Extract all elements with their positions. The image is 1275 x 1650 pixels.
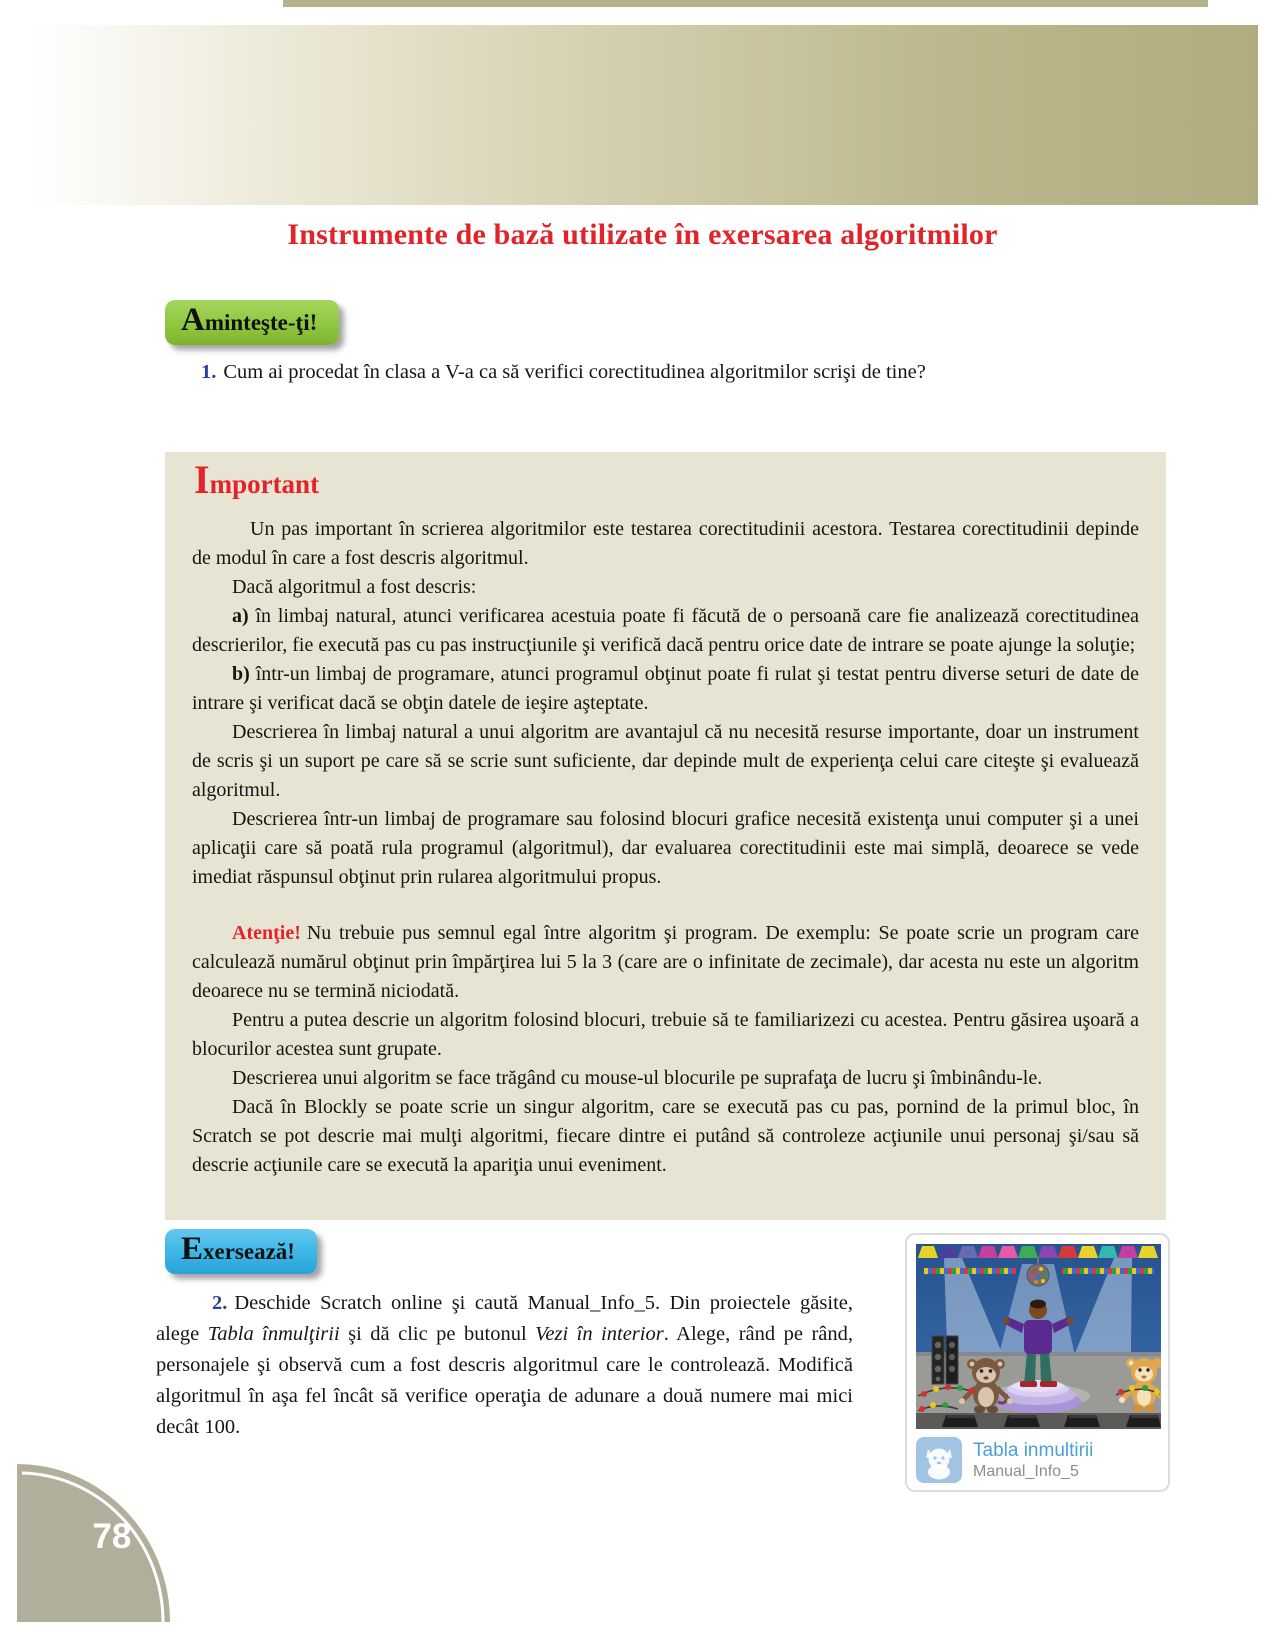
important-paragraph-text: într-un limbaj de programare, atunci programul obţinut poate fi rulat şi testat pentru diverse seturi de date de intrare şi verificat dacă se obţin datele de ieşire aşteptate.	[192, 663, 1139, 714]
page-number-disc	[17, 1464, 170, 1622]
scratch-project-card	[905, 1233, 1170, 1492]
question-2-italic-button: Vezi în interior	[535, 1323, 664, 1345]
question-2-italic-project: Tabla înmulţirii	[207, 1323, 340, 1345]
attention-text: Nu trebuie pus semnul egal între algoritm şi program. De exemplu: Se poate scrie un program care calculează numărul obţinut prin împărţirea lui 5 la 3 (care are o infinitate de zecimale), dar acesta nu este un algoritm deoarece nu se termină niciodată.	[192, 922, 1139, 1002]
important-paragraph: Un pas important în scrierea algoritmilor este testarea corectitudinii acestora. Testarea corectitudinii depinde de modul în care a fost descris algoritmul.	[192, 518, 1139, 569]
remember-badge	[165, 300, 339, 345]
important-paragraph: Descrierea unui algoritm se face trăgând cu mouse-ul blocurile pe suprafaţa de lucru şi îmbinându-le.	[232, 1067, 1043, 1089]
question-2	[156, 1288, 853, 1443]
important-paragraph: Descrierea într-un limbaj de programare sau folosind blocuri grafice necesită existenţa unui computer şi a unei aplicaţii care să poată rula programul (algoritmul), dar evaluarea corectitudinii este mai simplă, deoarece se vede imediat răspunsul obţinut prin rularea algoritmului propus.	[192, 808, 1139, 888]
scratch-card-caption	[916, 1437, 1159, 1483]
attention-label: Atenţie!	[232, 922, 301, 944]
important-paragraph-text: în limbaj natural, atunci verificarea acestuia poate fi făcută de o persoană care fie analizează corectitudinea descrierilor, fie execută pas cu pas instrucţiunile şi verifică dacă pentru orice date de intrare se poate ajunge la soluţie;	[192, 605, 1140, 656]
page-title: Instrumente de bază utilizate în exersarea algoritmilor	[287, 218, 998, 251]
question-1-text: Cum ai procedat în clasa a V-a ca să verifici corectitudinea algoritmilor scrişi de tine?	[223, 361, 926, 383]
important-paragraph: Pentru a putea descrie un algoritm folosind blocuri, trebuie să te familiarizezi cu acestea. Pentru găsirea uşoară a blocurilor acestea sunt grupate.	[192, 1009, 1139, 1060]
important-paragraph	[192, 660, 1139, 718]
question-1	[165, 357, 1065, 388]
remember-badge-label: Aminteşte-ţi!	[181, 302, 318, 338]
scratch-card-text	[973, 1439, 1093, 1482]
header-gradient-band	[17, 25, 1258, 205]
important-heading: Important	[194, 457, 320, 502]
scratch-stage-image	[916, 1244, 1161, 1429]
question-1-number: 1.	[201, 361, 217, 383]
scratch-project-author: Manual_Info_5	[973, 1462, 1079, 1480]
list-label-b: b)	[232, 663, 250, 685]
important-paragraph: Descrierea în limbaj natural a unui algoritm are avantajul că nu necesită resurse importante, doar un instrument de scris şi un suport pe care să se scrie sunt suficiente, dar depinde mult de experienţa celui care citeşte şi evaluează algoritmul.	[192, 721, 1139, 801]
practice-badge-label: Exersează!	[181, 1231, 295, 1267]
list-label-a: a)	[232, 605, 249, 627]
question-2-text: şi dă clic pe butonul	[339, 1323, 536, 1345]
page-number: 78	[92, 1516, 132, 1556]
important-paragraph: Dacă în Blockly se poate scrie un singur algoritm, care se execută pas cu pas, pornind de la primul bloc, în Scratch se pot descrie mai mulţi algoritmi, fiecare dintre ei putând să controleze acţiunile unui personaj şi/sau să descrie acţiunile care se execută la apariţia unui eveniment.	[192, 1096, 1139, 1176]
top-edge-stripe	[283, 0, 1208, 7]
attention-paragraph	[192, 919, 1139, 1006]
practice-badge	[165, 1229, 317, 1274]
important-box	[165, 452, 1166, 1220]
question-2-number: 2.	[212, 1292, 228, 1314]
question-2-text: Deschide Scratch online şi caută Manual_Info_5. Din proiectele găsite, alege	[156, 1292, 853, 1345]
scratch-project-title: Tabla inmultirii	[973, 1439, 1094, 1461]
important-paragraph: Dacă algoritmul a fost descris:	[232, 576, 477, 598]
question-2-text: . Alege, rând pe rând, personajele şi observă cum a fost descris algoritmul care le controlează. Modifică algoritmul în aşa fel încât să verifice operaţia de adunare a două numere mai mici decât 100.	[156, 1323, 854, 1438]
important-paragraph	[192, 602, 1139, 660]
scratch-cat-icon	[916, 1437, 962, 1483]
